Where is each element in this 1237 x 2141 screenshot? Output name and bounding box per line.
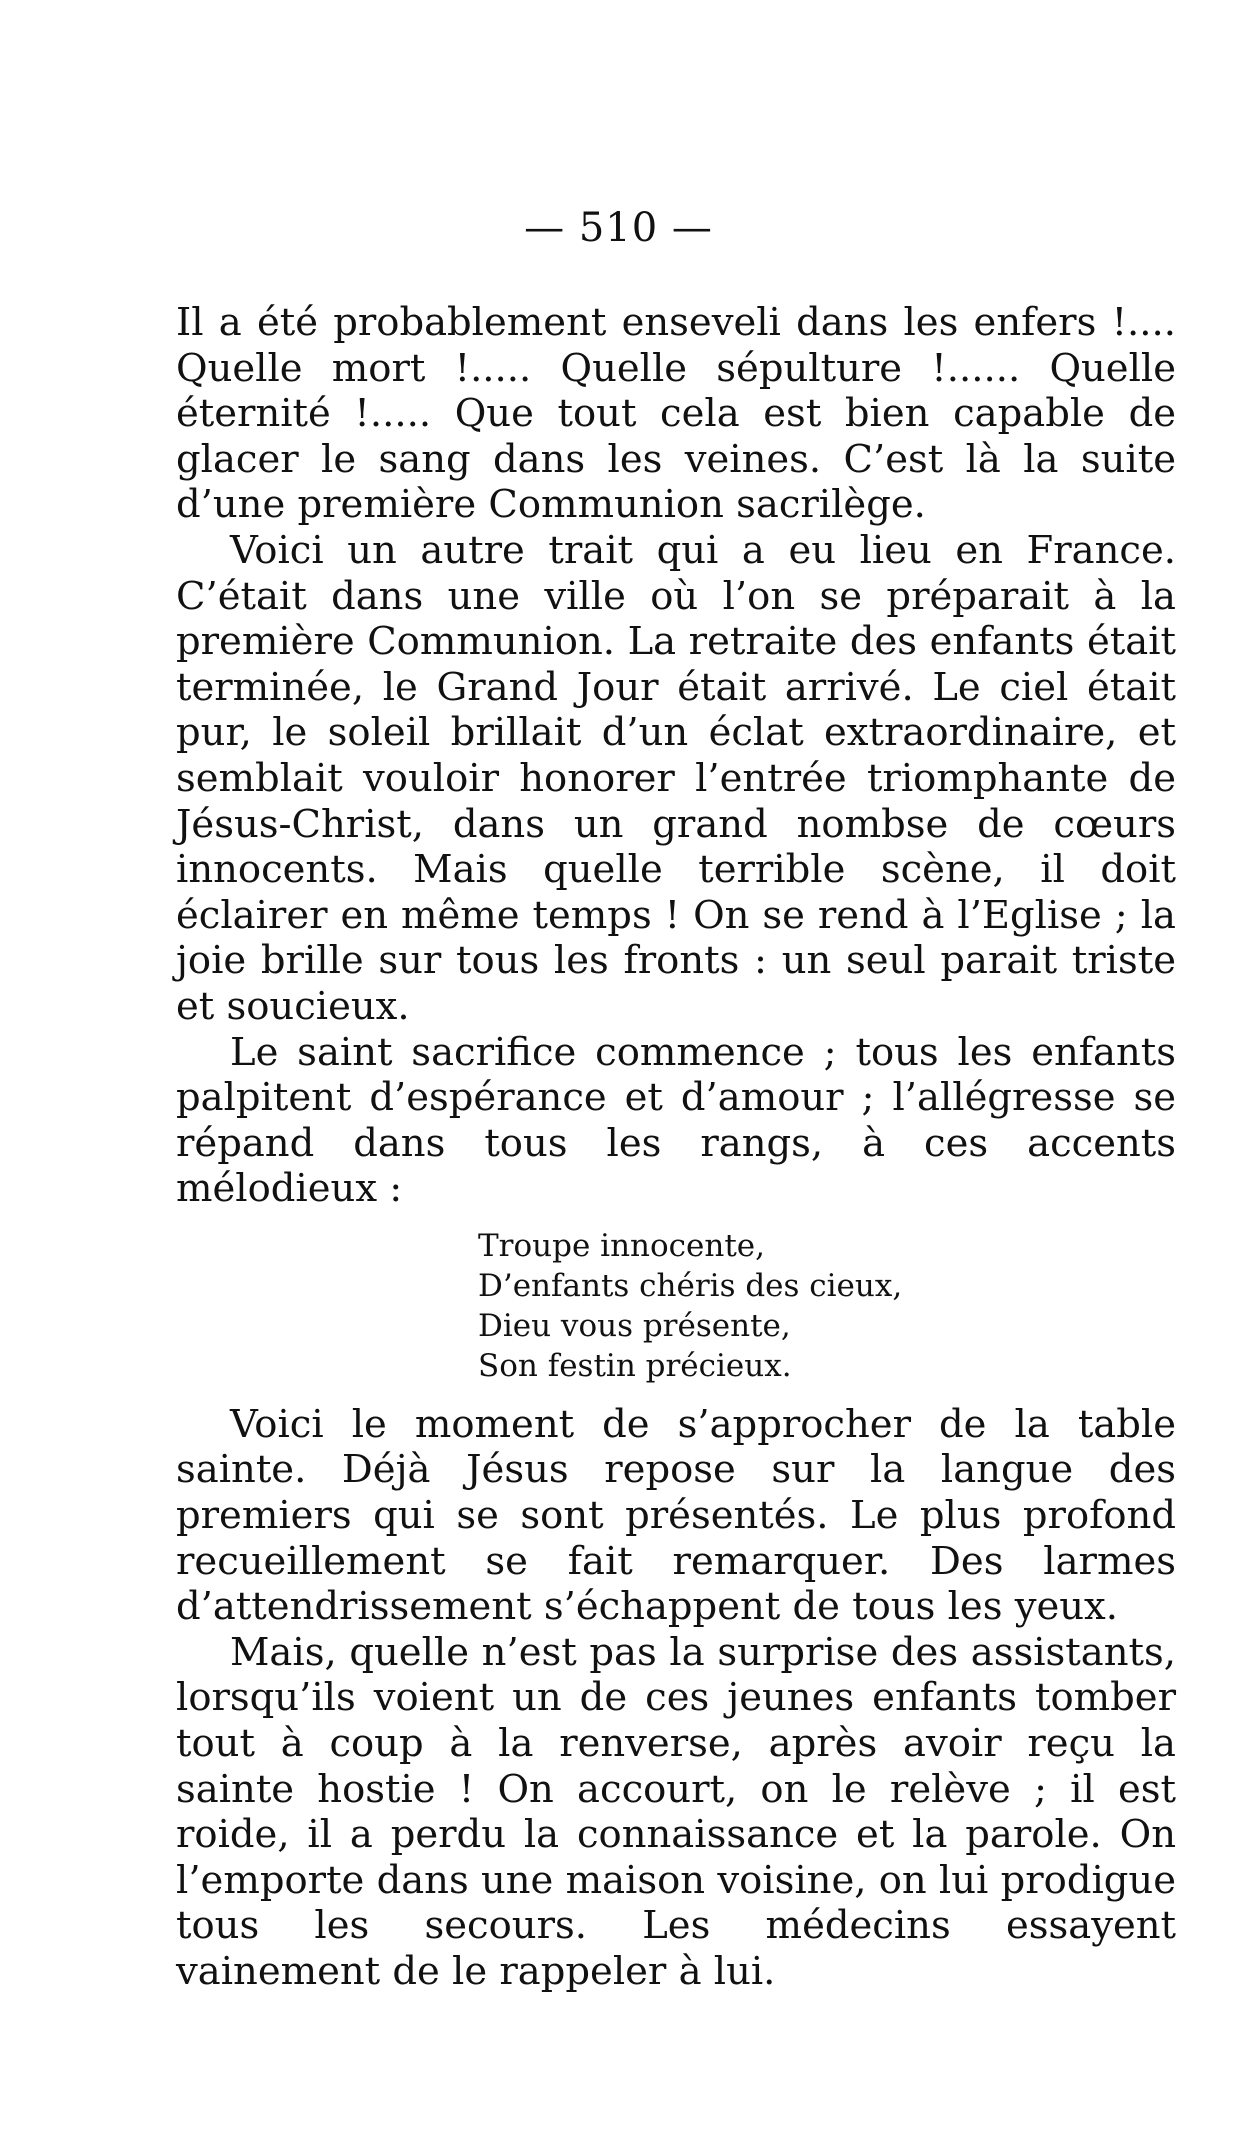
page-number: — 510 — [524,205,713,251]
paragraph-france-story: Voici un autre trait qui a eu lieu en France. C’était dans une ville où l’on se préparait à la première Communion. La retraite des enfants était terminée, le Grand Jour était arrivé. Le ciel était pur, le soleil brillait d’un éclat extraordinaire, et semblait vouloir honorer l’entrée triomphante de Jésus-Christ, dans un grand nombse de cœurs innocents. Mais quelle terrible scène, il doit éclairer en même temps ! On se rend à l’Eglise ; la joie brille sur tous les fronts : un seul parait triste et soucieux. [176,527,1176,1029]
hymn-line: Son festin précieux. [478,1347,792,1384]
body-text [176,300,1176,1995]
paragraph-sacrifice: Le saint sacrifice commence ; tous les enfants palpitent d’espérance et d’amour ; l’allégresse se répand dans tous les rangs, à ces accents mélodieux : [176,1029,1176,1212]
hymn-verse [478,1226,1176,1386]
paragraph-continuation: Il a été probablement enseveli dans les enfers !.... Quelle mort !..... Quelle sépulture !...... Quelle éternité !..... Que tout cela est bien capable de glacer le sang dans les veines. C’est là la suite d’une première Communion sacrilège. [176,300,1176,528]
hymn-line: Troupe innocente, [478,1227,766,1264]
paragraph-communion-moment: Voici le moment de s’approcher de la table sainte. Déjà Jésus repose sur la langue des premiers qui se sont présentés. Le plus profond recueillement se fait remarquer. Des larmes d’attendrissement s’échappent de tous les yeux. [176,1401,1176,1630]
hymn-line: Dieu vous présente, [478,1307,791,1344]
paragraph-surprise: Mais, quelle n’est pas la surprise des assistants, lorsqu’ils voient un de ces jeunes enfants tomber tout à coup à la renverse, après avoir reçu la sainte hostie ! On accourt, on le relève ; il est roide, il a perdu la connaissance et la parole. On l’emporte dans une maison voisine, on lui prodigue tous les secours. Les médecins essayent vainement de le rappeler à lui. [176,1629,1176,1994]
hymn-line: D’enfants chéris des cieux, [478,1267,903,1304]
